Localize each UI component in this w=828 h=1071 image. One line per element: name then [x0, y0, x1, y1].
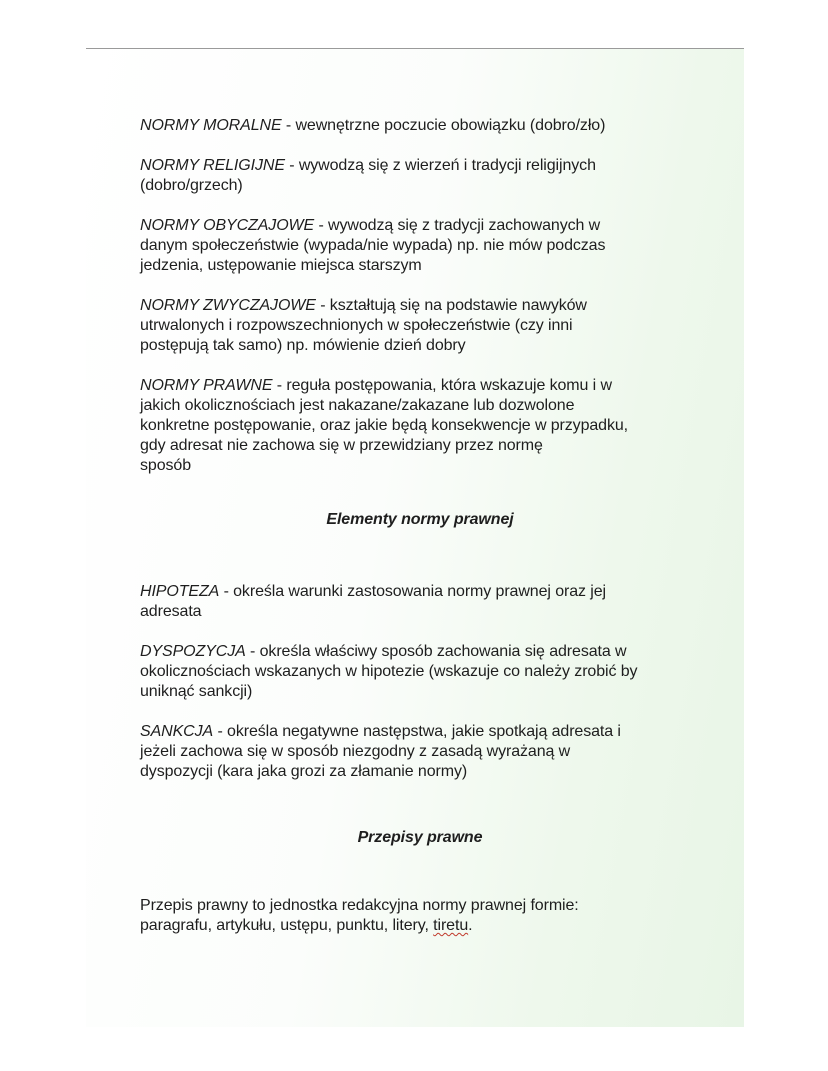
- norm-line: konkretne postępowanie, oraz jakie będą konsekwencje w przypadku,: [140, 417, 629, 434]
- norm-term: NORMY PRAWNE: [140, 377, 273, 394]
- norm-line: [140, 296, 700, 316]
- document-body: [140, 116, 700, 956]
- norm-definition: - wywodzą się z tradycji zachowanych w: [314, 217, 601, 234]
- norms-list: [140, 116, 700, 476]
- element-term: DYSPOZYCJA: [140, 643, 246, 660]
- przepisy-line-2: [140, 916, 700, 936]
- heading-przepisy-prawne: Przepisy prawne: [357, 829, 483, 846]
- norm-term: NORMY OBYCZAJOWE: [140, 217, 315, 234]
- przepisy-line-2-end: .: [468, 917, 473, 934]
- element-line: dyspozycji (kara jaka grozi za złamanie normy): [140, 763, 468, 780]
- norm-line: danym społeczeństwie (wypada/nie wypada) np. nie mów podczas: [140, 237, 606, 254]
- norm-line: sposób: [140, 457, 191, 474]
- element-definition: - określa negatywne następstwa, jakie spotkają adresata i: [213, 723, 621, 740]
- przepisy-line-1: Przepis prawny to jednostka redakcyjna normy prawnej formie:: [140, 897, 579, 914]
- norm-definition: - wywodzą się z wierzeń i tradycji religijnych: [284, 157, 596, 174]
- element-definition: - określa warunki zastosowania normy prawnej oraz jej: [219, 583, 606, 600]
- element-term: HIPOTEZA: [140, 583, 220, 600]
- norm-line: [140, 156, 700, 176]
- norm-definition: - reguła postępowania, która wskazuje komu i w: [272, 377, 612, 394]
- element-line: [140, 722, 700, 742]
- element-line: [140, 642, 700, 662]
- norm-line: postępują tak samo) np. mówienie dzień dobry: [140, 337, 466, 354]
- element-term: SANKCJA: [140, 723, 214, 740]
- norm-paragraph: [140, 116, 700, 136]
- norm-paragraph: [140, 216, 700, 276]
- element-paragraph: [140, 642, 700, 702]
- element-line: jeżeli zachowa się w sposób niezgodny z zasadą wyrażaną w: [140, 743, 571, 760]
- elements-list: [140, 582, 700, 782]
- norm-line: jedzenia, ustępowanie miejsca starszym: [140, 257, 422, 274]
- norm-line: [140, 216, 700, 236]
- element-line: adresata: [140, 603, 202, 620]
- spellcheck-flagged-word: tiretu: [433, 917, 469, 934]
- norm-line: utrwalonych i rozpowszechnionych w społeczeństwie (czy inni: [140, 317, 573, 334]
- norm-line: gdy adresat nie zachowa się w przewidziany przez normę: [140, 437, 543, 454]
- norm-line: [140, 376, 700, 396]
- element-line: okolicznościach wskazanych w hipotezie (wskazuje co należy zrobić by: [140, 663, 638, 680]
- element-line: [140, 582, 700, 602]
- heading-elementy-normy-prawnej: Elementy normy prawnej: [326, 511, 514, 528]
- norm-definition: - kształtują się na podstawie nawyków: [315, 297, 587, 314]
- norm-term: NORMY RELIGIJNE: [140, 157, 285, 174]
- element-paragraph: [140, 722, 700, 782]
- przepisy-line-2-text: paragrafu, artykułu, ustępu, punktu, litery,: [140, 917, 434, 934]
- element-definition: - określa właściwy sposób zachowania się adresata w: [245, 643, 627, 660]
- norm-term: NORMY MORALNE: [140, 117, 282, 134]
- element-paragraph: [140, 582, 700, 622]
- norm-line: jakich okolicznościach jest nakazane/zakazane lub dozwolone: [140, 397, 575, 414]
- norm-line: [140, 116, 700, 136]
- norm-paragraph: [140, 296, 700, 356]
- norm-line: (dobro/grzech): [140, 177, 243, 194]
- norm-term: NORMY ZWYCZAJOWE: [140, 297, 316, 314]
- norm-definition: - wewnętrzne poczucie obowiązku (dobro/zło): [281, 117, 606, 134]
- element-line: uniknąć sankcji): [140, 683, 253, 700]
- przepisy-paragraph: [140, 896, 700, 936]
- norm-paragraph: [140, 376, 700, 476]
- norm-paragraph: [140, 156, 700, 196]
